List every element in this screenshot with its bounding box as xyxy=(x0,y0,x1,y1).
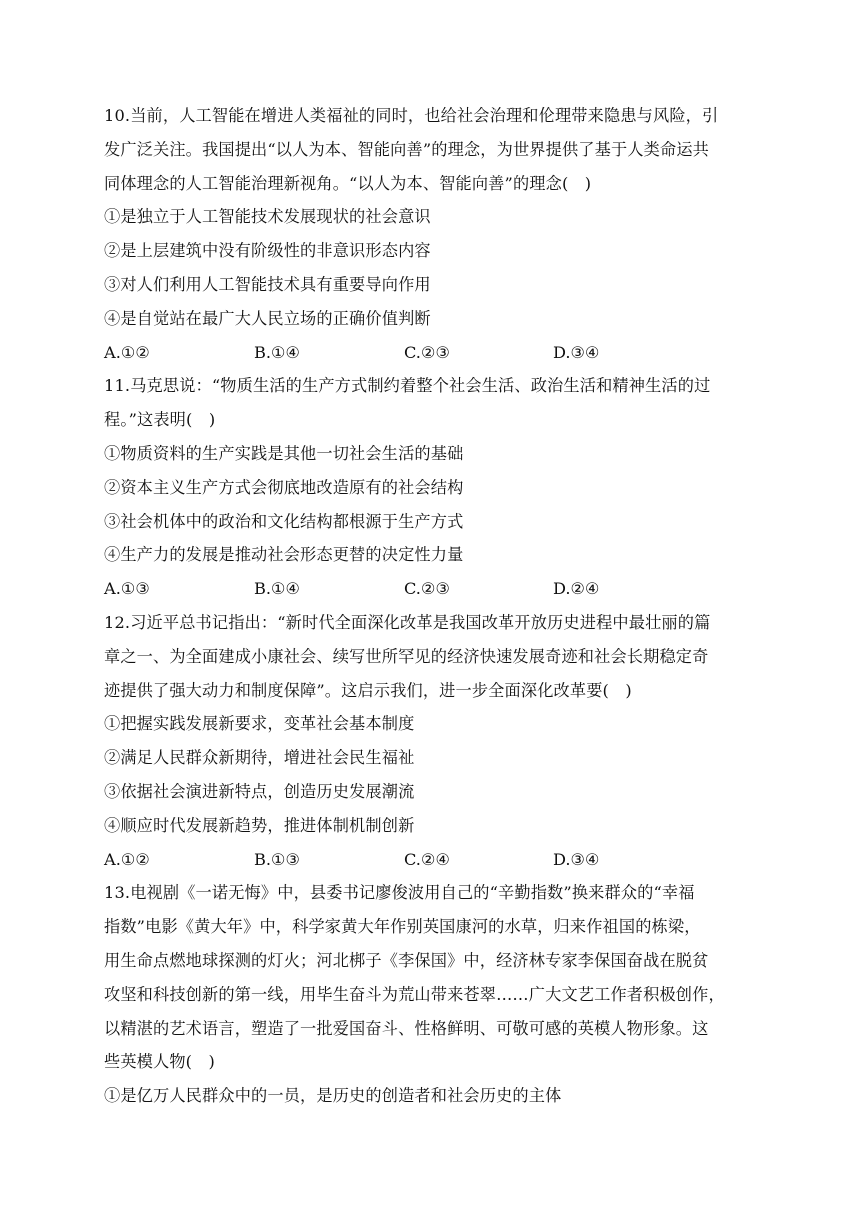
question-stem-line: 章之一、为全面建成小康社会、续写世所罕见的经济快速发展奇迹和社会长期稳定奇 xyxy=(104,646,709,666)
question-stem-line: 用生命点燃地球探测的灯火；河北梆子《李保国》中，经济林专家李保国奋战在脱贫 xyxy=(104,950,709,970)
question-stem-line: 11.马克思说：“物质生活的生产方式制约着整个社会生活、政治生活和精神生活的过 xyxy=(104,376,711,396)
option-b[interactable]: B.①④ xyxy=(254,579,301,599)
statement-item: ④是自觉站在最广大人民立场的正确价值判断 xyxy=(104,308,431,328)
option-d[interactable]: D.②④ xyxy=(553,579,600,599)
answer-options xyxy=(104,572,764,606)
statement-item: ②资本主义生产方式会彻底地改造原有的社会结构 xyxy=(104,477,464,497)
question-list xyxy=(104,99,764,1113)
statement-item: ①是亿万人民群众中的一员，是历史的创造者和社会历史的主体 xyxy=(104,1086,562,1106)
option-a[interactable]: A.①③ xyxy=(104,579,150,599)
question-stem-line: 程。”这表明( ) xyxy=(104,410,216,430)
question-stem-line: 12.习近平总书记指出：“新时代全面深化改革是我国改革开放历史进程中最壮丽的篇 xyxy=(104,612,711,632)
option-a[interactable]: A.①② xyxy=(104,849,150,869)
statement-item: ④顺应时代发展新趋势，推进体制机制创新 xyxy=(104,815,415,835)
statement-item: ③依据社会演进新特点，创造历史发展潮流 xyxy=(104,781,415,801)
question-block xyxy=(104,876,764,1113)
option-b[interactable]: B.①③ xyxy=(254,849,301,869)
option-d[interactable]: D.③④ xyxy=(553,849,600,869)
option-c[interactable]: C.②③ xyxy=(404,342,450,362)
statement-item: ②满足人民群众新期待，增进社会民生福祉 xyxy=(104,748,415,768)
option-b[interactable]: B.①④ xyxy=(254,342,301,362)
question-block xyxy=(104,606,764,876)
statement-item: ④生产力的发展是推动社会形态更替的决定性力量 xyxy=(104,545,464,565)
question-stem-line: 同体理念的人工智能治理新视角。“以人为本、智能向善”的理念( ) xyxy=(104,173,592,193)
question-stem-line: 发广泛关注。我国提出“以人为本、智能向善”的理念，为世界提供了基于人类命运共 xyxy=(104,139,709,159)
question-stem-line: 10.当前，人工智能在增进人类福祉的同时，也给社会治理和伦理带来隐患与风险，引 xyxy=(104,106,719,125)
option-c[interactable]: C.②④ xyxy=(404,849,450,869)
statement-item: ③对人们利用人工智能技术具有重要导向作用 xyxy=(104,274,431,294)
option-a[interactable]: A.①② xyxy=(104,342,150,362)
statement-item: ①把握实践发展新要求，变革社会基本制度 xyxy=(104,714,415,734)
option-d[interactable]: D.③④ xyxy=(553,342,600,362)
question-stem-line: 迹提供了强大动力和制度保障”。这启示我们，进一步全面深化改革要( ) xyxy=(104,680,632,700)
question-stem-line: 些英模人物( ) xyxy=(104,1052,215,1072)
option-c[interactable]: C.②③ xyxy=(404,579,450,599)
statement-item: ①是独立于人工智能技术发展现状的社会意识 xyxy=(104,207,431,227)
answer-options xyxy=(104,336,764,370)
answer-options xyxy=(104,843,764,877)
question-stem-line: 以精湛的艺术语言，塑造了一批爱国奋斗、性格鲜明、可敬可感的英模人物形象。这 xyxy=(104,1018,709,1038)
question-block xyxy=(104,99,764,369)
question-stem-line: 攻坚和科技创新的第一线，用毕生奋斗为荒山带来苍翠……广大文艺工作者积极创作， xyxy=(104,984,725,1004)
statement-item: ①物质资料的生产实践是其他一切社会生活的基础 xyxy=(104,443,464,463)
statement-item: ②是上层建筑中没有阶级性的非意识形态内容 xyxy=(104,241,431,261)
question-block xyxy=(104,369,764,606)
question-stem-line: 13.电视剧《一诺无悔》中，县委书记廖俊波用自己的“辛勤指数”换来群众的“幸福 xyxy=(104,883,695,903)
question-stem-line: 指数”电影《黄大年》中，科学家黄大年作别英国康河的水草，归来作祖国的栋梁， xyxy=(104,917,701,937)
statement-item: ③社会机体中的政治和文化结构都根源于生产方式 xyxy=(104,511,464,531)
